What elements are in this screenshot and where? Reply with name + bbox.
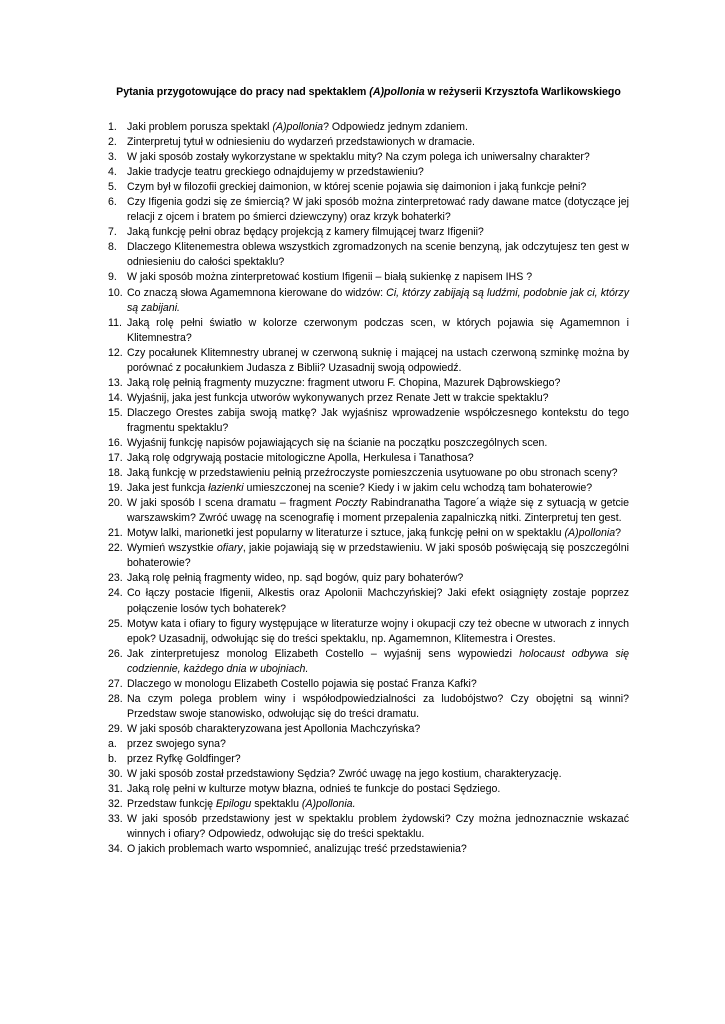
question-text (127, 526, 629, 541)
question-text-segment: Motyw lalki, marionetki jest popularny w literaturze i sztuce, jaką funkcję pełni on w spektaklu (127, 527, 565, 540)
question-number: 7. (108, 226, 117, 239)
question-number: 23. (108, 572, 123, 585)
question-text-segment: , jakie pojawiają się w przedstawieniu. W jaki sposób poświęcają się poszczególni bohaterowie? (127, 542, 629, 570)
question-number: 16. (108, 436, 123, 449)
question-number: 3. (108, 151, 117, 164)
question-text-italic: (A)pollonia (564, 527, 616, 540)
question-item (108, 767, 629, 782)
question-item (108, 541, 629, 571)
question-number: 28. (108, 692, 123, 705)
question-text-segment: Co łączy postacie Ifigenii, Alkestis oraz Apolonii Machczyńskiej? Jaki efekt osiągnięty zostaje poprzez połączenie losów tych bohaterek? (127, 587, 629, 615)
question-text (127, 406, 629, 436)
question-number: 25. (108, 617, 123, 630)
question-text (127, 165, 629, 180)
question-item (108, 180, 629, 195)
question-number: 26. (108, 647, 123, 660)
question-item (108, 481, 629, 496)
question-text-segment: Przedstaw funkcję (127, 798, 216, 811)
question-number: 17. (108, 452, 123, 465)
question-text (127, 481, 629, 496)
question-item (108, 782, 629, 797)
question-text-segment: Czym był w filozofii greckiej daimonion, w której scenie pojawia się daimonion i jaką funkcje pełni? (127, 181, 587, 194)
question-text-segment: Jaka jest funkcja (127, 482, 209, 495)
question-text-segment: Jaką rolę pełnią fragmenty muzyczne: fragment utworu F. Chopina, Mazurek Dąbrowskiego? (127, 376, 561, 389)
question-text-segment: W jaki sposób został przedstawiony Sędzia? Zwróć uwagę na jego kostium, charakteryzację. (127, 768, 562, 781)
title-text-before: Pytania przygotowujące do pracy nad spektaklem (116, 86, 370, 98)
question-item (108, 526, 629, 541)
question-text-segment: Jakie tradycje teatru greckiego odnajdujemy w przedstawieniu? (127, 166, 424, 179)
question-item (108, 391, 629, 406)
question-text-italic: (A)pollonia (272, 121, 324, 133)
question-text (127, 737, 629, 752)
question-number: a. (108, 737, 117, 750)
question-text-segment: W jaki sposób charakteryzowana jest Apollonia Machczyńska? (127, 722, 421, 735)
question-number: 34. (108, 843, 123, 856)
question-item (108, 647, 629, 677)
question-number: 15. (108, 406, 123, 419)
question-number: 32. (108, 798, 123, 811)
question-item (108, 617, 629, 647)
question-number: 30. (108, 768, 123, 781)
question-number: 22. (108, 542, 123, 555)
question-number: 21. (108, 527, 123, 540)
question-text-segment: W jaki sposób można zinterpretować kostium Ifigenii – białą sukienkę z napisem IHS ? (127, 271, 533, 284)
question-text-segment: spektaklu (251, 798, 302, 811)
question-text (127, 225, 629, 240)
question-item (108, 571, 629, 586)
question-text-segment: W jaki sposób I scena dramatu – fragment (127, 497, 336, 510)
question-text-segment: Jaką funkcję pełni obraz będący projekcją z kamery filmującej twarz Ifigenii? (127, 226, 484, 239)
question-item (108, 737, 629, 752)
question-text (127, 647, 629, 677)
question-text (127, 391, 629, 406)
question-item (108, 586, 629, 616)
question-number: 29. (108, 722, 123, 735)
question-text-segment: Jaką rolę pełni w kulturze motyw błazna, odnieś te funkcje do postaci Sędziego. (127, 783, 501, 796)
question-list (108, 120, 629, 857)
question-item (108, 406, 629, 436)
question-text-segment: Wyjaśnij funkcję napisów pojawiających się na ścianie na początku poszczególnych scen. (127, 436, 548, 449)
question-item (108, 195, 629, 225)
question-text (127, 195, 629, 225)
question-text (127, 150, 629, 165)
question-text-segment: ? Odpowiedz jednym zdaniem. (323, 121, 468, 133)
question-number: 11. (108, 316, 122, 329)
question-text-segment: przez swojego syna? (127, 737, 226, 750)
question-item (108, 135, 629, 150)
question-number: b. (108, 752, 117, 765)
question-item (108, 225, 629, 240)
question-item (108, 842, 629, 857)
question-text (127, 812, 629, 842)
question-text (127, 120, 629, 135)
question-number: 12. (108, 346, 123, 359)
question-text (127, 436, 629, 451)
question-item (108, 316, 629, 346)
question-item (108, 270, 629, 285)
question-item (108, 812, 629, 842)
question-item (108, 150, 629, 165)
question-text-segment: przez Ryfkę Goldfinger? (127, 752, 241, 765)
question-text-segment: Rabindranatha Tagore´a wiąże się z sytuacją w getcie warszawskim? Zwróć uwagę na scenografię i moment przepalenia zapalniczką nitki. Zinterpretuj ten gest. (127, 497, 630, 525)
question-number: 5. (108, 181, 117, 194)
question-text-segment: W jaki sposób przedstawiony jest w spektaklu problem żydowski? Czy można jednoznacznie wskazać winnych i ofiary? Odpowiedz, odwołując się do treści spektaklu. (127, 813, 629, 841)
question-text (127, 767, 629, 782)
question-text-segment: Dlaczego w monologu Elizabeth Costello pojawia się postać Franza Kafki? (127, 677, 477, 690)
question-number: 19. (108, 482, 123, 495)
question-text-segment: Wymień wszystkie (127, 542, 217, 555)
question-text (127, 240, 629, 270)
question-text (127, 782, 629, 797)
question-item (108, 286, 629, 316)
question-item (108, 677, 629, 692)
question-text-segment: O jakich problemach warto wspomnieć, analizując treść przedstawienia? (127, 843, 467, 856)
question-text (127, 541, 629, 571)
question-text (127, 617, 629, 647)
question-text-segment: Jaką funkcję w przedstawieniu pełnią przeźroczyste pomieszczenia usytuowane po obu stronach sceny? (127, 467, 618, 480)
question-item (108, 346, 629, 376)
question-number: 20. (108, 497, 123, 510)
question-item (108, 376, 629, 391)
question-text-segment: umieszczonej na scenie? Kiedy i w jakim celu wchodzą tam bohaterowie? (243, 482, 593, 495)
question-text (127, 286, 629, 316)
question-text-italic: ofiary (216, 542, 243, 555)
question-number: 4. (108, 166, 117, 179)
question-number: 1. (108, 121, 117, 133)
question-item (108, 797, 629, 812)
question-number: 24. (108, 587, 123, 600)
question-number: 33. (108, 813, 123, 826)
question-text (127, 571, 629, 586)
question-number: 8. (108, 241, 117, 254)
question-text-segment: Dlaczego Klitenemestra oblewa wszystkich zgromadzonych na scenie benzyną, jak odczytujesz ten gest w odniesieniu do całości spektaklu? (127, 241, 629, 269)
question-number: 9. (108, 271, 117, 284)
question-text-segment: Wyjaśnij, jaka jest funkcja utworów wykonywanych przez Renate Jett w trakcie spektaklu? (127, 391, 549, 404)
question-number: 6. (108, 196, 117, 209)
document-title (108, 86, 629, 99)
question-text (127, 346, 629, 376)
question-text (127, 797, 629, 812)
question-number: 2. (108, 136, 117, 149)
question-item (108, 722, 629, 737)
question-text (127, 270, 629, 285)
question-text-segment: W jaki sposób zostały wykorzystane w spektaklu mity? Na czym polega ich uniwersalny charakter? (127, 151, 590, 164)
question-number: 13. (108, 376, 123, 389)
question-text (127, 451, 629, 466)
question-text-segment: Jaki problem porusza spektakl (127, 121, 273, 133)
question-text (127, 496, 629, 526)
question-text (127, 180, 629, 195)
question-text (127, 376, 629, 391)
question-text (127, 677, 629, 692)
question-text-segment: Jak zinterpretujesz monolog Elizabeth Costello – wyjaśnij sens wypowiedzi (127, 647, 520, 660)
question-text-italic: łazienki (208, 482, 244, 495)
question-text (127, 586, 629, 616)
question-number: 10. (108, 286, 123, 299)
question-text-segment: Czy Ifigenia godzi się ze śmiercią? W jaki sposób można zinterpretować rady dawane matce (dotyczące jej relacji z ojcem i bratem po śmierci dziewczyny) oraz krzyk bohaterki? (127, 196, 629, 224)
question-number: 18. (108, 467, 123, 480)
question-item (108, 496, 629, 526)
question-text (127, 842, 629, 857)
question-item (108, 436, 629, 451)
question-item (108, 451, 629, 466)
question-text (127, 466, 629, 481)
question-text (127, 316, 629, 346)
question-text-italic: Ci, którzy zabijają są ludźmi, podobnie jak ci, którzy są zabijani. (127, 286, 629, 314)
question-number: 14. (108, 391, 123, 404)
question-item (108, 165, 629, 180)
title-text-italic: (A)pollonia (369, 86, 425, 98)
question-text-segment: Jaką rolę pełnią fragmenty wideo, np. sąd bogów, quiz pary bohaterów? (127, 572, 464, 585)
question-text-segment: Czy pocałunek Klitemnestry ubranej w czerwoną suknię i mającej na ustach czerwoną szminkę można by porównać z pocałunkiem Judasza z Biblii? Uzasadnij swoją odpowiedź. (127, 346, 629, 374)
question-text-segment: Zinterpretuj tytuł w odniesieniu do wydarzeń przedstawionych w dramacie. (127, 136, 475, 149)
question-text-italic: (A)pollonia. (301, 798, 356, 811)
question-item (108, 466, 629, 481)
question-text-italic: Poczty (335, 497, 367, 510)
title-text-after: w reżyserii Krzysztofa Warlikowskiego (424, 86, 621, 98)
question-text-segment: Co znaczą słowa Agamemnona kierowane do widzów: (127, 286, 387, 299)
question-text-segment: Jaką rolę odgrywają postacie mitologiczne Apolla, Herkulesa i Tanathosa? (127, 452, 474, 465)
question-text-segment: Dlaczego Orestes zabija swoją matkę? Jak wyjaśnisz wprowadzenie współczesnego kontekstu do tego fragmentu spektaklu? (127, 406, 629, 434)
question-item (108, 240, 629, 270)
question-number: 31. (108, 783, 123, 796)
question-text-italic: Epilogu (215, 798, 252, 811)
question-item (108, 120, 629, 135)
question-text-segment: Motyw kata i ofiary to figury występujące w literaturze wojny i okupacji czy też obecne w utworach z innych epok? Uzasadnij, odwołując się do treści spektaklu, np. Agamemnon, Klitemestra i Orestes. (127, 617, 629, 645)
question-text-segment: Na czym polega problem winy i współodpowiedzialności za ludobójstwo? Czy obojętni są winni? Przedstaw swoje stanowisko, odwołując się do treści dramatu. (127, 692, 629, 720)
question-text (127, 692, 629, 722)
question-item (108, 692, 629, 722)
question-text (127, 722, 629, 737)
question-text (127, 752, 629, 767)
question-text-italic: holocaust odbywa się codziennie, każdego dnia w ubojniach. (127, 647, 629, 675)
question-text-segment: ? (615, 527, 622, 540)
question-number: 27. (108, 677, 123, 690)
question-text-segment: Jaką rolę pełni światło w kolorze czerwonym podczas scen, w których pojawia się Agamemnon i Klitemnestra? (127, 316, 629, 344)
question-text (127, 135, 629, 150)
question-item (108, 752, 629, 767)
